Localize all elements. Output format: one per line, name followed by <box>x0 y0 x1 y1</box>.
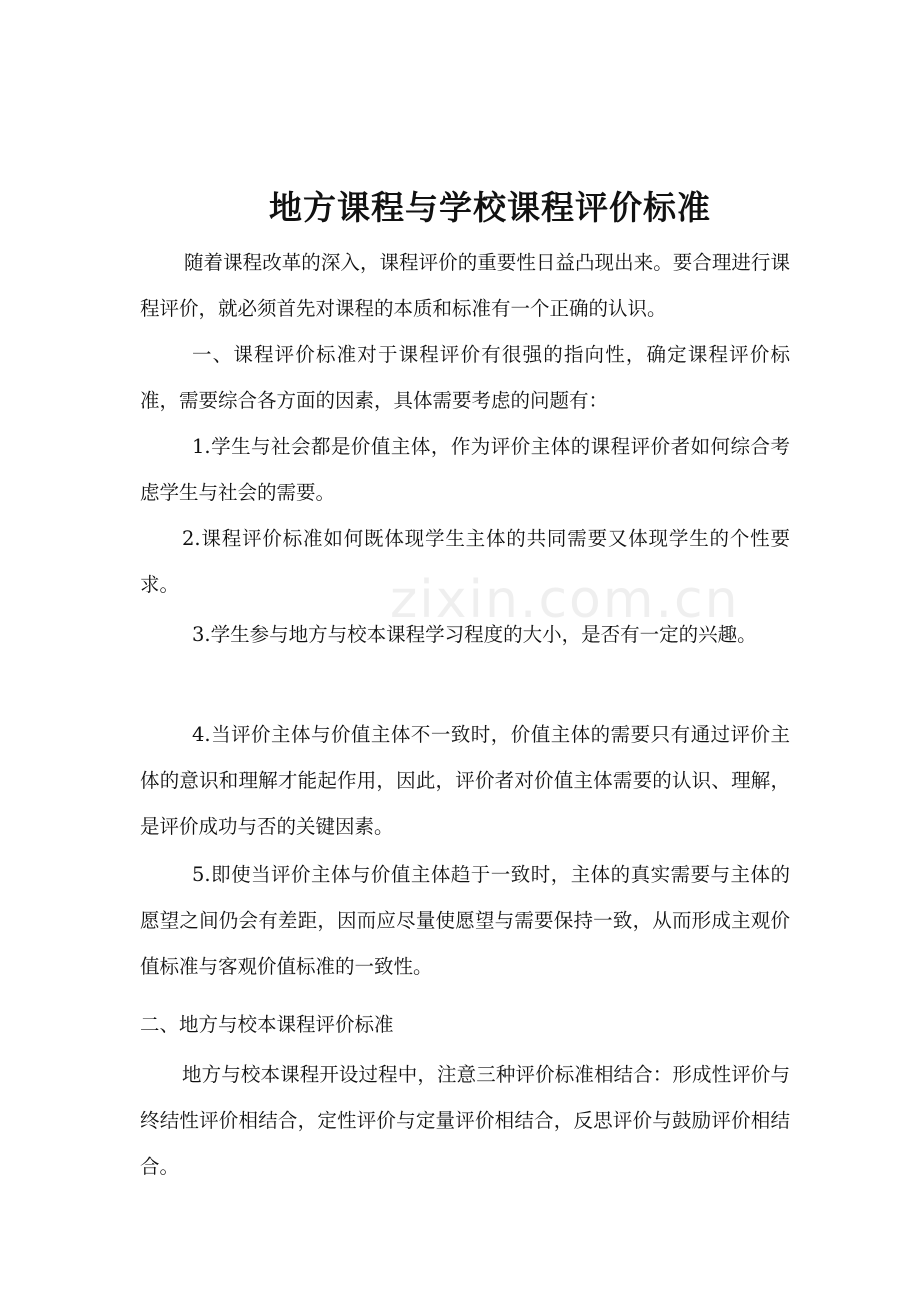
paragraph-section-two: 地方与校本课程开设过程中，注意三种评价标准相结合：形成性评价与终结性评价相结合，定性评价与定量评价相结合，反思评价与鼓励评价相结合。 <box>140 1063 790 1178</box>
list-item-2: 2.课程评价标准如何既体现学生主体的共同需要又体现学生的个性要求。 <box>140 527 790 596</box>
list-item-1: 1.学生与社会都是价值主体，作为评价主体的课程评价者如何综合考虑学生与社会的需要。 <box>140 435 790 504</box>
list-item-3: 3.学生参与地方与校本课程学习程度的大小，是否有一定的兴趣。 <box>192 623 757 646</box>
document-title: 地方课程与学校课程评价标准 <box>269 188 711 227</box>
paragraph-intro: 随着课程改革的深入，课程评价的重要性日益凸现出来。要合理进行课程评价，就必须首先对课程的本质和标准有一个正确的认识。 <box>140 251 790 320</box>
watermark: zixin.com.cn <box>390 570 740 630</box>
list-item-5: 5.即使当评价主体与价值主体趋于一致时，主体的真实需要与主体的愿望之间仍会有差距，因而应尽量使愿望与需要保持一致，从而形成主观价值标准与客观价值标准的一致性。 <box>140 863 790 978</box>
list-item-4: 4.当评价主体与价值主体不一致时，价值主体的需要只有通过评价主体的意识和理解才能起作用，因此，评价者对价值主体需要的认识、理解，是评价成功与否的关键因素。 <box>140 723 790 838</box>
section-heading-two: 二、地方与校本课程评价标准 <box>140 1013 394 1036</box>
paragraph-section-one: 一、课程评价标准对于课程评价有很强的指向性，确定课程评价标准，需要综合各方面的因素，具体需要考虑的问题有： <box>140 343 790 412</box>
